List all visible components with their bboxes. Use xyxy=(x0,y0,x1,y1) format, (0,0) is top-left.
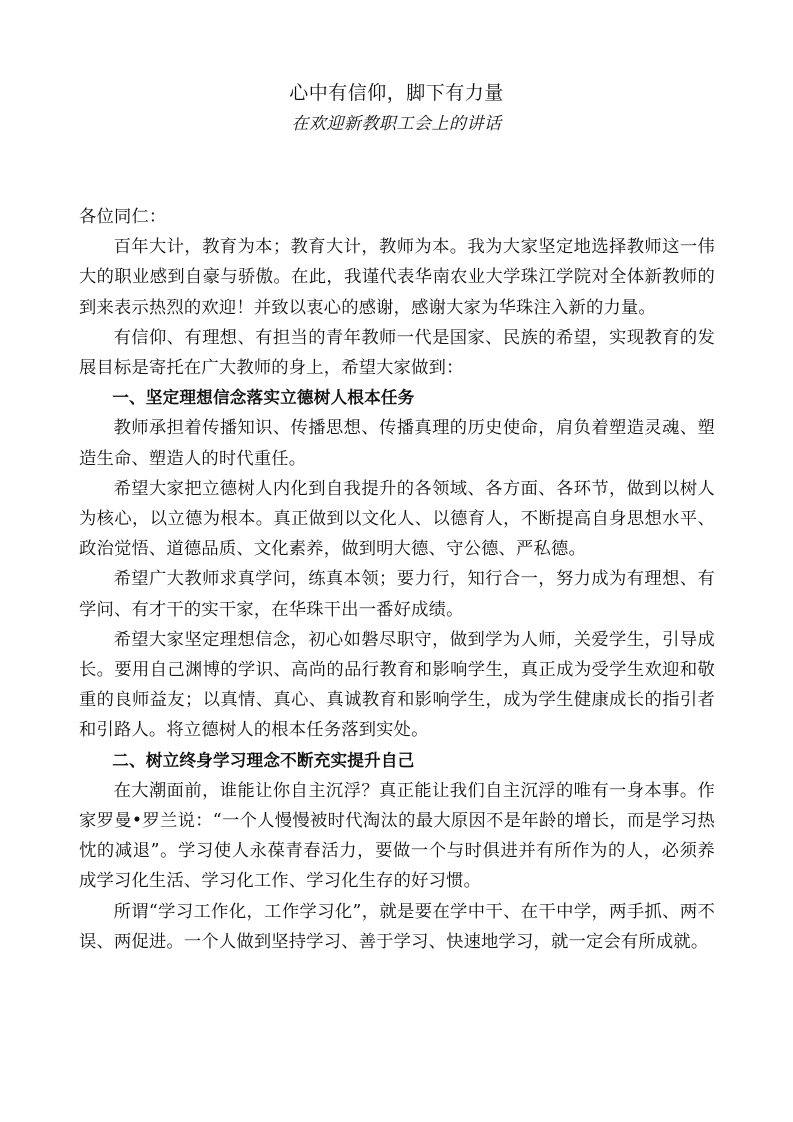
section-heading: 一、坚定理想信念落实立德树人根本任务 xyxy=(112,388,415,408)
section-heading: 二、树立终身学习理念不断充实提升自己 xyxy=(112,750,415,770)
intro-paragraph: 百年大计，教育为本；教育大计，教师为本。我为大家坚定地选择教师这一伟大的职业感到自豪与骄傲。在此，我谨代表华南农业大学珠江学院对全体新教师的到来表示热烈的欢迎！并致以衷心的感谢，感谢大家为华珠注入新的力量。 xyxy=(79,237,715,318)
section-paragraph: 希望广大教师求真学问，练真本领；要力行，知行合一，努力成为有理想、有学问、有才干的实干家，在华珠干出一番好成绩。 xyxy=(79,569,715,620)
document-subtitle: 在欢迎新教职工会上的讲话 xyxy=(291,114,502,134)
document-body xyxy=(79,202,715,957)
section-paragraph: 希望大家把立德树人内化到自我提升的各领域、各方面、各环节，做到以树人为核心，以立德为根本。真正做到以文化人、以德育人，不断提高自身思想水平、政治觉悟、道德品质、文化素养，做到明大德、守公德、严私德。 xyxy=(79,478,715,560)
section-paragraph: 希望大家坚定理想信念，初心如磐尽职守，做到学为人师，关爱学生，引导成长。要用自己渊博的学识、高尚的品行教育和影响学生，真正成为受学生欢迎和敬重的良师益友；以真情、真心、真诚教育和影响学生，成为学生健康成长的指引者和引路人。将立德树人的根本任务落到实处。 xyxy=(79,629,715,741)
salutation: 各位同仁： xyxy=(79,207,167,227)
section-paragraph: 教师承担着传播知识、传播思想、传播真理的历史使命，肩负着塑造灵魂、塑造生命、塑造人的时代重任。 xyxy=(79,418,715,469)
intro-paragraph: 有信仰、有理想、有担当的青年教师一代是国家、民族的希望，实现教育的发展目标是寄托在广大教师的身上，希望大家做到： xyxy=(79,327,715,379)
section-paragraph: 在大潮面前，谁能让你自主沉浮？真正能让我们自主沉浮的唯有一身本事。作家罗曼•罗兰说：“一个人慢慢被时代淘汰的最大原因不是年龄的增长，而是学习热忱的减退”。学习使人永葆青春活力，要做一个与时俱进并有所作为的人，必须养成学习化生活、学习化工作、学习化生存的好习惯。 xyxy=(79,780,715,892)
document-title: 心中有信仰，脚下有力量 xyxy=(289,82,504,104)
section-paragraph: 所谓“学习工作化，工作学习化”，就是要在学中干、在干中学，两手抓、两不误、两促进。一个人做到坚持学习、善于学习、快速地学习，就一定会有所成就。 xyxy=(79,901,715,952)
